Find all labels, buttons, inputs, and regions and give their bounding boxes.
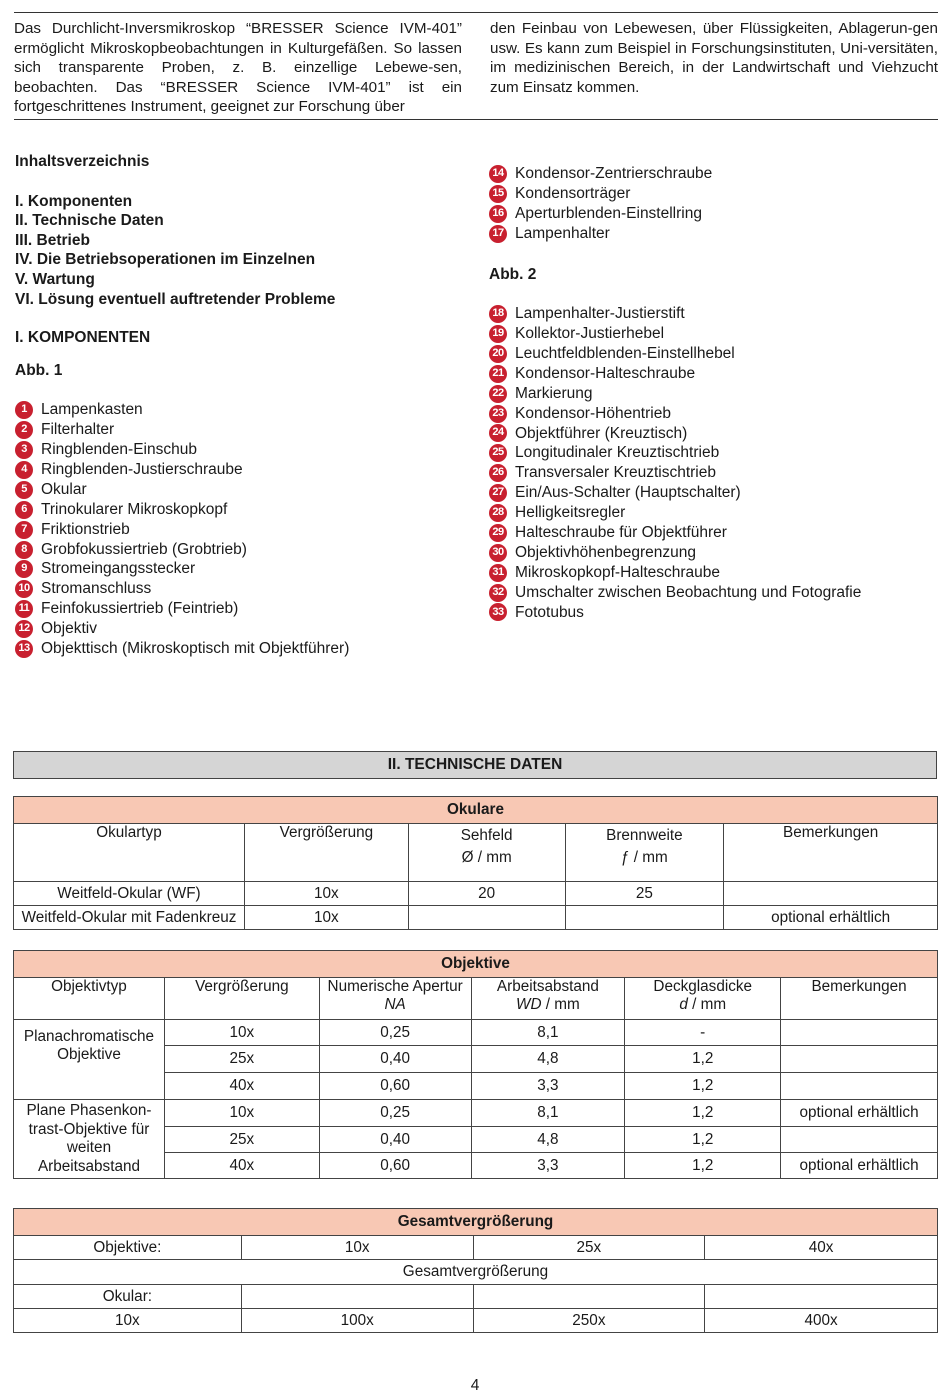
column-unit-suffix: / mm [687, 996, 727, 1013]
component-list-item [15, 540, 349, 560]
toc-item: V. Wartung [15, 270, 95, 288]
component-label: Umschalter zwischen Beobachtung und Fotografie [515, 583, 862, 601]
component-list-item [489, 164, 861, 184]
table-title: Gesamtvergrößerung [14, 1209, 938, 1236]
table-cell: 40x [705, 1236, 938, 1260]
component-number-badge: 14 [489, 165, 507, 183]
toc-item: I. Komponenten [15, 192, 133, 210]
table-cell: 3,3 [471, 1073, 625, 1100]
objective-table [13, 950, 938, 1179]
component-label: Transversaler Kreuztischtrieb [515, 464, 716, 482]
table-cell: - [625, 1020, 781, 1046]
component-number-badge: 26 [489, 464, 507, 482]
component-label: Friktionstrieb [41, 520, 130, 538]
component-list-item [489, 503, 861, 523]
component-list-1-continued [489, 164, 861, 244]
component-label: Lampenhalter-Justierstift [515, 305, 685, 323]
column-unit: ƒ / mm [565, 849, 724, 882]
component-label: Ringblenden-Einschub [41, 441, 197, 459]
component-list-item [489, 344, 861, 364]
component-label: Objekttisch (Mikroskoptisch mit Objektführer) [41, 640, 350, 658]
table-cell: 0,25 [319, 1020, 471, 1046]
component-list-item [489, 384, 861, 404]
component-list-item [489, 603, 861, 623]
table-cell: 0,60 [319, 1153, 471, 1179]
table-cell: 8,1 [471, 1100, 625, 1127]
component-label: Kondensorträger [515, 184, 631, 202]
component-list-item [489, 224, 861, 244]
column-header: Bemerkungen [781, 978, 938, 1020]
component-label: Kondensor-Halteschraube [515, 364, 696, 382]
component-list-item [489, 523, 861, 543]
table-cell: 25x [164, 1046, 319, 1073]
column-unit: d [679, 996, 688, 1013]
column-header: Vergrößerung [244, 824, 408, 849]
intro-right-paragraph: den Feinbau von Lebewesen, über Flüssigkeiten, Ablagerun-gen usw. Es kann zum Beispiel in Forschungsinstituten, Uni-versitäten, im medizinischen Bereich, in der Landwirtschaft und Viehzucht zum Einsatz kommen. [490, 20, 938, 96]
section-heading-technical-data: II. TECHNISCHE DATEN [13, 751, 937, 779]
table-cell: 40x [164, 1153, 319, 1179]
component-number-badge: 2 [15, 421, 33, 439]
table-cell: 10x [244, 882, 408, 906]
table-cell: 400x [705, 1309, 938, 1333]
row-group-label: Plane Phasenkon-trast-Objektive für weiten Arbeitsabstand [14, 1100, 165, 1179]
table-cell: 10x [14, 1309, 242, 1333]
eyepiece-table [13, 796, 938, 930]
table-cell: 25x [164, 1127, 319, 1153]
table-cell: 10x [164, 1020, 319, 1046]
component-list-item [15, 480, 349, 500]
component-list-item [15, 559, 349, 579]
component-number-badge: 21 [489, 365, 507, 383]
component-label: Markierung [515, 384, 593, 402]
table-cell [781, 1127, 938, 1153]
intro-left-paragraph: Das Durchlicht-Inversmikroskop “BRESSER Science IVM-401” ermöglicht Mikroskopbeobachtungen in Kulturgefäßen. So lassen sich transparente Proben, z. B. einzellige Lebewe-sen, beobachten. Das “BRESSER Science IVM-401” ist ein fortgeschrittenes Instrument, geeignet zur Forschung über [14, 20, 462, 116]
column-header: Vergrößerung [164, 978, 319, 1020]
component-number-badge: 4 [15, 461, 33, 479]
component-label: Stromanschluss [41, 580, 152, 598]
row-group-label: Planachromatische Objektive [14, 1020, 165, 1100]
component-label: Helligkeitsregler [515, 504, 626, 522]
subheading-row: Gesamtvergrößerung [14, 1260, 938, 1285]
component-list-item [15, 579, 349, 599]
table-cell [781, 1046, 938, 1073]
table-cell: 4,8 [471, 1046, 625, 1073]
table-cell: optional erhältlich [781, 1100, 938, 1127]
component-number-badge: 9 [15, 560, 33, 578]
component-label: Kollektor-Justierhebel [515, 325, 665, 343]
component-label: Kondensor-Höhentrieb [515, 404, 671, 422]
table-cell: 10x [164, 1100, 319, 1127]
table-cell: 1,2 [625, 1127, 781, 1153]
component-number-badge: 20 [489, 345, 507, 363]
component-list-item [489, 583, 861, 603]
component-number-badge: 24 [489, 424, 507, 442]
component-number-badge: 10 [15, 580, 33, 598]
table-cell: 40x [164, 1073, 319, 1100]
component-list-item [15, 599, 349, 619]
column-header: Sehfeld [408, 824, 565, 849]
component-label: Lampenkasten [41, 401, 143, 419]
component-label: Feinfokussiertrieb (Feintrieb) [41, 600, 239, 618]
table-cell: 1,2 [625, 1073, 781, 1100]
component-list-item [489, 543, 861, 563]
table-cell: 0,40 [319, 1127, 471, 1153]
table-title: Objektive [14, 951, 938, 978]
table-cell [724, 882, 938, 906]
figure-label-1: Abb. 1 [15, 361, 63, 379]
table-cell [565, 906, 724, 930]
table-cell [408, 906, 565, 930]
component-number-badge: 28 [489, 504, 507, 522]
component-label: Longitudinaler Kreuztischtrieb [515, 444, 720, 462]
column-unit-suffix: / mm [541, 996, 580, 1013]
component-list-item [15, 400, 349, 420]
figure-label-2: Abb. 2 [489, 265, 537, 283]
table-cell: 25x [473, 1236, 705, 1260]
component-list-item [489, 364, 861, 384]
column-header: Bemerkungen [724, 824, 938, 849]
component-number-badge: 23 [489, 405, 507, 423]
component-list-item [489, 204, 861, 224]
component-list-item [489, 184, 861, 204]
column-unit: WD [516, 996, 542, 1013]
component-list-item [489, 483, 861, 503]
component-label: Objektivhöhenbegrenzung [515, 543, 696, 561]
column-header: Brennweite [565, 824, 724, 849]
component-list-item [15, 520, 349, 540]
toc-item: II. Technische Daten [15, 212, 164, 230]
component-list-item [489, 443, 861, 463]
table-cell: 4,8 [471, 1127, 625, 1153]
toc-item: III. Betrieb [15, 231, 90, 249]
component-number-badge: 18 [489, 305, 507, 323]
table-cell [781, 1020, 938, 1046]
table-cell: 20 [408, 882, 565, 906]
column-unit: Ø / mm [408, 849, 565, 882]
component-list-1 [15, 400, 349, 659]
component-label: Mikroskopkopf-Halteschraube [515, 563, 721, 581]
component-label: Trinokularer Mikroskopkopf [41, 500, 228, 518]
component-number-badge: 33 [489, 603, 507, 621]
component-label: Ringblenden-Justierschraube [41, 461, 243, 479]
component-list-2 [489, 304, 861, 622]
component-number-badge: 30 [489, 544, 507, 562]
table-cell: 3,3 [471, 1153, 625, 1179]
component-list-item [15, 420, 349, 440]
row-label: Objektive: [14, 1236, 242, 1260]
component-list-item [489, 563, 861, 583]
table-cell: 25 [565, 882, 724, 906]
component-list-item [489, 424, 861, 444]
column-unit: NA [384, 996, 406, 1013]
table-cell: optional erhältlich [781, 1153, 938, 1179]
component-label: Kondensor-Zentrierschraube [515, 165, 713, 182]
table-cell: optional erhältlich [724, 906, 938, 930]
table-cell: 250x [473, 1309, 705, 1333]
component-list-item [15, 500, 349, 520]
component-number-badge: 8 [15, 541, 33, 559]
table-cell: 100x [241, 1309, 473, 1333]
component-number-badge: 5 [15, 481, 33, 499]
table-cell: 1,2 [625, 1046, 781, 1073]
table-cell: 0,25 [319, 1100, 471, 1127]
column-header: Deckglasdicke [653, 978, 753, 995]
right-column [489, 164, 861, 622]
table-cell: 1,2 [625, 1100, 781, 1127]
component-number-badge: 25 [489, 444, 507, 462]
page-number: 4 [470, 1377, 480, 1394]
table-cell [781, 1073, 938, 1100]
component-label: Objektführer (Kreuztisch) [515, 424, 688, 442]
component-label: Lampenhalter [515, 224, 610, 242]
component-number-badge: 29 [489, 524, 507, 542]
component-list-item [15, 619, 349, 639]
component-label: Aperturblenden-Einstellring [515, 204, 702, 222]
table-cell: 0,60 [319, 1073, 471, 1100]
component-label: Grobfokussiertrieb (Grobtrieb) [41, 540, 247, 558]
toc-heading: Inhaltsverzeichnis [15, 153, 150, 170]
component-number-badge: 1 [15, 401, 33, 419]
table-cell: 10x [241, 1236, 473, 1260]
component-list-item [15, 460, 349, 480]
row-label: Okular: [14, 1285, 242, 1309]
component-list-item [489, 463, 861, 483]
column-header: Arbeitsabstand [496, 978, 599, 995]
column-header: Objektivtyp [14, 978, 165, 1020]
intro-block [14, 12, 938, 120]
component-number-badge: 12 [15, 620, 33, 638]
table-cell: 10x [244, 906, 408, 930]
component-number-badge: 3 [15, 441, 33, 459]
component-label: Okular [41, 480, 87, 498]
component-label: Filterhalter [41, 421, 115, 439]
table-cell: 1,2 [625, 1153, 781, 1179]
component-list-item [489, 404, 861, 424]
component-label: Ein/Aus-Schalter (Hauptschalter) [515, 484, 741, 502]
table-cell: 0,40 [319, 1046, 471, 1073]
component-label: Leuchtfeldblenden-Einstellhebel [515, 344, 735, 362]
column-header: Numerische Apertur [327, 978, 463, 995]
column-header: Okulartyp [14, 824, 245, 849]
component-list-item [15, 440, 349, 460]
component-label: Fototubus [515, 603, 584, 621]
table-cell: Weitfeld-Okular mit Fadenkreuz [14, 906, 245, 930]
toc-item: VI. Lösung eventuell auftretender Probleme [15, 290, 336, 308]
component-number-badge: 17 [489, 225, 507, 243]
component-number-badge: 31 [489, 564, 507, 582]
component-number-badge: 13 [15, 640, 33, 658]
component-label: Stromeingangsstecker [41, 560, 196, 578]
section-heading-components: I. KOMPONENTEN [15, 329, 151, 347]
component-number-badge: 7 [15, 521, 33, 539]
component-number-badge: 6 [15, 501, 33, 519]
component-number-badge: 19 [489, 325, 507, 343]
component-number-badge: 11 [15, 600, 33, 618]
table-cell: 8,1 [471, 1020, 625, 1046]
table-cell: Weitfeld-Okular (WF) [14, 882, 245, 906]
toc-item: IV. Die Betriebsoperationen im Einzelnen [15, 251, 316, 269]
component-list-item [15, 639, 349, 659]
component-label: Halteschraube für Objektführer [515, 523, 727, 541]
component-number-badge: 15 [489, 185, 507, 203]
component-list-item [489, 304, 861, 324]
total-magnification-table [13, 1208, 938, 1333]
component-list-item [489, 324, 861, 344]
left-column [15, 152, 349, 659]
component-number-badge: 16 [489, 205, 507, 223]
table-title: Okulare [14, 797, 938, 824]
component-label: Objektiv [41, 620, 97, 638]
component-number-badge: 22 [489, 385, 507, 403]
component-number-badge: 27 [489, 484, 507, 502]
component-number-badge: 32 [489, 584, 507, 602]
